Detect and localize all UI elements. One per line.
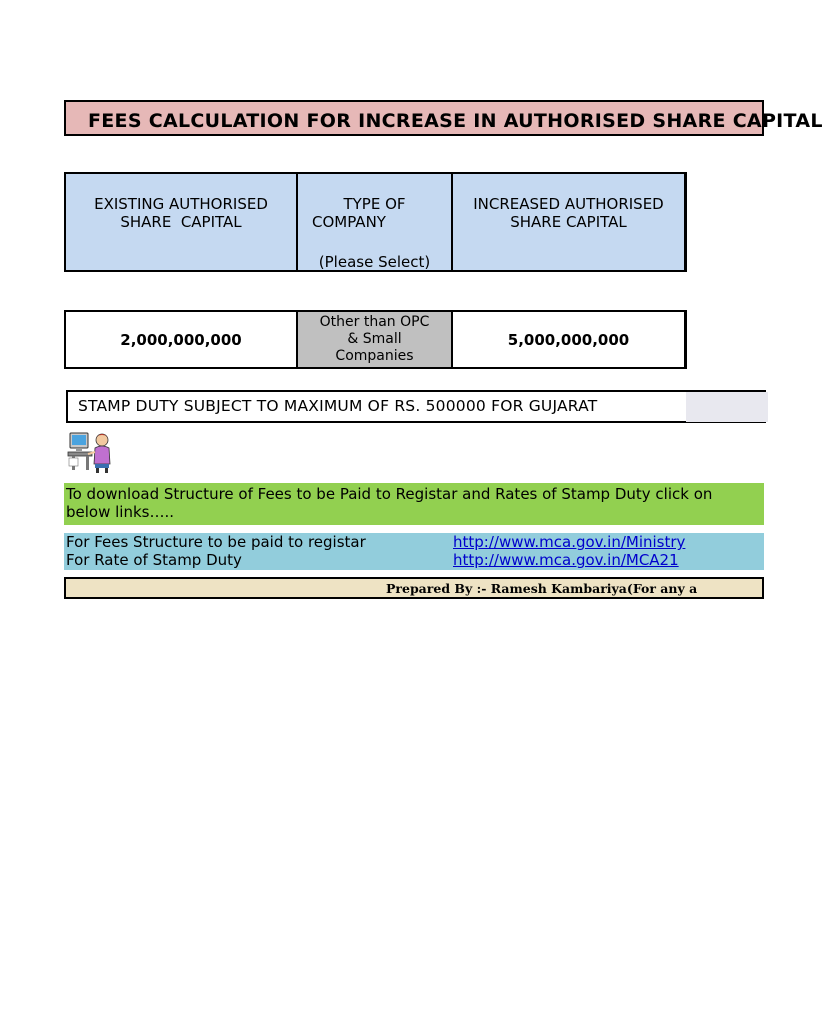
fees-structure-link[interactable]: http://www.mca.gov.in/Ministry [453, 533, 686, 551]
stamp-duty-note-box [66, 390, 766, 423]
download-note-line1: To download Structure of Fees to be Paid to Registar and Rates of Stamp Duty click on [66, 485, 713, 503]
company-type-line2: & Small [347, 331, 402, 347]
header-type-hint: (Please Select) [318, 253, 431, 271]
header-increased-line1: INCREASED AUTHORISED [473, 195, 664, 213]
prepared-by-footer [64, 577, 764, 599]
download-note-box [64, 483, 764, 525]
title-banner [64, 100, 823, 136]
stamp-note-overflow-band [686, 392, 768, 422]
person-at-computer-icon [66, 430, 114, 474]
header-increased-line2: SHARE CAPITAL [510, 213, 627, 231]
company-type-select[interactable] [296, 310, 453, 369]
header-company-type [296, 172, 453, 272]
existing-capital-input[interactable]: 2,000,000,000 [64, 310, 298, 369]
company-type-line3: Companies [335, 348, 414, 364]
links-box [64, 533, 764, 570]
page-title: FEES CALCULATION FOR INCREASE IN AUTHORISED SHARE CAPITAL [88, 110, 823, 132]
increased-capital-input[interactable]: 5,000,000,000 [451, 310, 687, 369]
download-note-line2: below links….. [66, 503, 175, 521]
header-existing-line1: EXISTING AUTHORISED [94, 195, 268, 213]
prepared-by-text: Prepared By :- Ramesh Kambariya(For any a [386, 581, 698, 596]
header-existing-capital [64, 172, 298, 272]
stamp-duty-label: For Rate of Stamp Duty [66, 551, 242, 569]
header-type-line2: COMPANY [312, 213, 386, 231]
header-increased-capital [451, 172, 687, 272]
header-type-line1: TYPE OF [343, 195, 406, 213]
header-existing-line2: SHARE CAPITAL [120, 213, 242, 231]
company-type-line1: Other than OPC [319, 314, 430, 330]
stamp-duty-note: STAMP DUTY SUBJECT TO MAXIMUM OF RS. 500000 FOR GUJARAT [78, 397, 598, 415]
fees-structure-label: For Fees Structure to be paid to registar [66, 533, 366, 551]
stamp-duty-link[interactable]: http://www.mca.gov.in/MCA21 [453, 551, 679, 569]
